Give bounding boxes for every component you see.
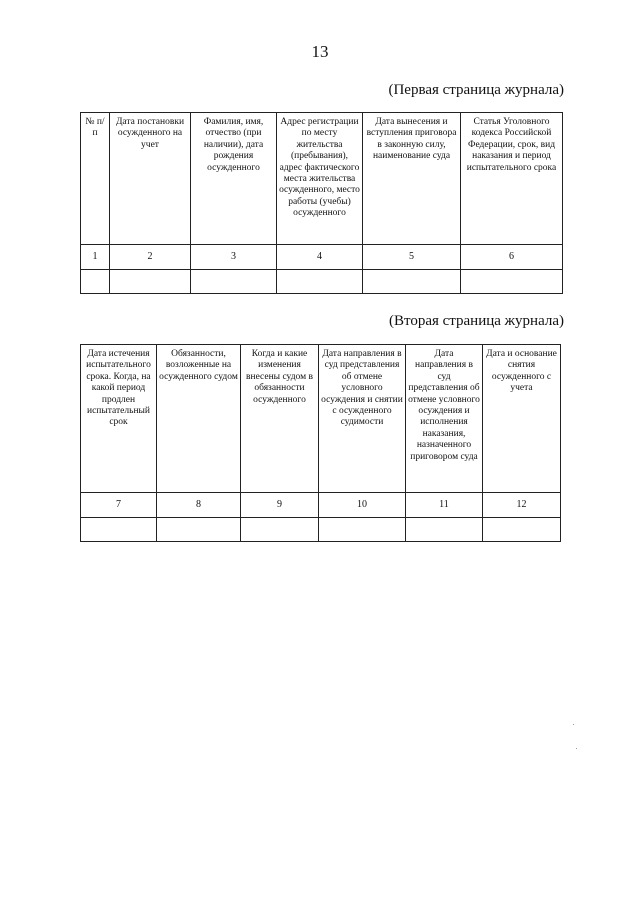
journal-page1-table [80, 112, 563, 294]
column-number-row [81, 245, 563, 270]
header-cell: Дата направления в суд представления об отмене условного осуждения и исполнения наказания, назначенного приговором суда [406, 345, 483, 493]
header-cell: Обязанности, возложенные на осужденного судом [157, 345, 241, 493]
empty-cell [241, 518, 319, 542]
column-number: 3 [191, 245, 277, 270]
column-number: 1 [81, 245, 110, 270]
column-number: 2 [110, 245, 191, 270]
column-number: 5 [363, 245, 461, 270]
column-number: 4 [277, 245, 363, 270]
empty-entry-row [81, 270, 563, 294]
column-number: 7 [81, 493, 157, 518]
column-number-row [81, 493, 561, 518]
scan-speck [573, 724, 574, 725]
journal-page2-table [80, 344, 561, 542]
header-cell: Дата направления в суд представления об отмене условного осуждения и снятии с осужденного судимости [319, 345, 406, 493]
empty-cell [157, 518, 241, 542]
header-cell: Дата истечения испытательного срока. Когда, на какой период продлен испытательный срок [81, 345, 157, 493]
column-number: 6 [461, 245, 563, 270]
empty-cell [277, 270, 363, 294]
empty-cell [319, 518, 406, 542]
empty-cell [110, 270, 191, 294]
journal-page2-caption: (Вторая страница журнала) [388, 313, 564, 329]
header-cell: Когда и какие изменения внесены судом в обязанности осужденного [241, 345, 319, 493]
scan-speck [576, 748, 577, 749]
empty-cell [406, 518, 483, 542]
page-number: 13 [311, 42, 329, 61]
column-number: 9 [241, 493, 319, 518]
empty-cell [483, 518, 561, 542]
column-number: 10 [319, 493, 406, 518]
empty-cell [81, 270, 110, 294]
column-number: 11 [406, 493, 483, 518]
header-cell: Адрес регистрации по месту жительства (пребывания), адрес фактического места жительства осужденного, место работы (учебы) осужденного [277, 113, 363, 245]
table-header-row [81, 345, 561, 493]
header-cell: Фамилия, имя, отчество (при наличии), дата рождения осужденного [191, 113, 277, 245]
empty-cell [191, 270, 277, 294]
header-cell: Статья Уголовного кодекса Российской Федерации, срок, вид наказания и период испытательного срока [461, 113, 563, 245]
column-number: 12 [483, 493, 561, 518]
empty-entry-row [81, 518, 561, 542]
header-cell: № п/п [81, 113, 110, 245]
journal-page1-caption: (Первая страница журнала) [388, 82, 564, 98]
table-header-row [81, 113, 563, 245]
column-number: 8 [157, 493, 241, 518]
empty-cell [81, 518, 157, 542]
header-cell: Дата вынесения и вступления приговора в законную силу, наименование суда [363, 113, 461, 245]
empty-cell [363, 270, 461, 294]
header-cell: Дата и основание снятия осужденного с учета [483, 345, 561, 493]
header-cell: Дата постановки осужденного на учет [110, 113, 191, 245]
empty-cell [461, 270, 563, 294]
